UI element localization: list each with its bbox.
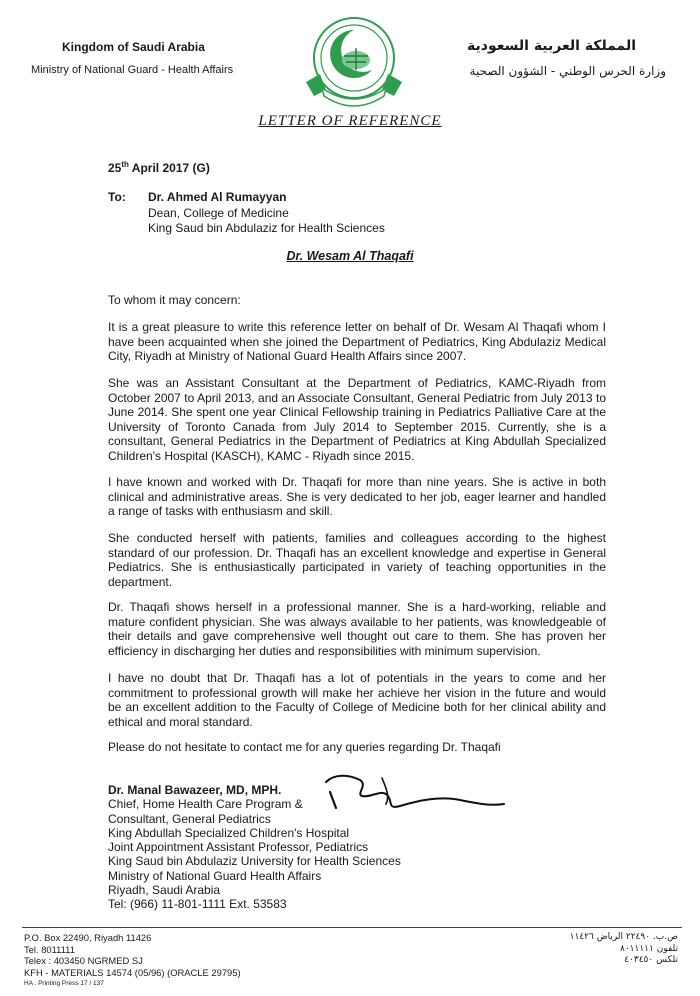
header-ministry-ar: وزارة الحرس الوطني - الشؤون الصحية — [469, 64, 666, 78]
letter-date — [108, 160, 210, 175]
signatory-line: Ministry of National Guard Health Affairs — [108, 868, 322, 883]
recipient-institution: King Saud bin Abdulaziz for Health Sciences — [148, 221, 385, 235]
header-org-name-en: Kingdom of Saudi Arabia — [62, 40, 205, 54]
signatory-line: Joint Appointment Assistant Professor, Pediatrics — [108, 840, 369, 855]
body-paragraph-3: I have known and worked with Dr. Thaqafi for more than nine years. She is active in both clinical and administrative areas. She is very dedicated to her job, eager learner and handled a range of tasks with enthusiasm and skill. — [108, 475, 606, 519]
footer-line-ar: تلكس ٤٠٣٤٥٠ — [624, 955, 678, 965]
footer-contact-en — [24, 932, 241, 990]
letter-title: LETTER OF REFERENCE — [258, 113, 442, 129]
footer-line-ar: تلفون ٨٠١١١١١ — [619, 943, 678, 954]
body-paragraph-6: I have no doubt that Dr. Thaqafi has a lot of potentials in the years to come and her commitment to professional growth will make her achieve her vision in the future and would be an excellent addition to the Faculty of College of Medicine both for her clinical ability and ethical and moral standard. — [108, 671, 606, 729]
salutation: To whom it may concern: — [108, 293, 241, 307]
signatory-line: Consultant, General Pediatrics — [108, 811, 271, 826]
national-guard-emblem-icon — [298, 12, 410, 110]
closing-sentence: Please do not hesitate to contact me for any queries regarding Dr. Thaqafi — [108, 740, 501, 754]
body-paragraph-1: It is a great pleasure to write this reference letter on behalf of Dr. Wesam Al Thaqafi whom I have been acquainted when she joined the Department of Pediatrics, King Abdulaziz Medical City, Riyadh at Ministry of National Guard Health Affairs since 2007. — [108, 320, 606, 364]
signatory-line: Riyadh, Saudi Arabia — [108, 883, 221, 898]
footer-line: KFH - MATERIALS 14574 (05/96) (ORACLE 29795) — [24, 966, 241, 978]
signatory-name: Dr. Manal Bawazeer, MD, MPH. — [108, 783, 282, 797]
footer-contact-ar — [570, 932, 678, 967]
to-label: To: — [108, 190, 126, 204]
signatory-block — [108, 783, 401, 912]
signatory-phone: Tel: (966) 11-801-1111 Ext. 53583 — [108, 897, 287, 912]
signatory-line: King Saud bin Abdulaziz University for Health Sciences — [108, 854, 401, 869]
body-paragraph-5: Dr. Thaqafi shows herself in a professional manner. She is a hard-working, reliable and mature confident physician. She was always available to her patients, was knowledgeable of their details and gave comprehensive well thought out care to them. She has proven her efficiency in discharging her duties and responsibilities with minimum supervision. — [108, 600, 606, 658]
recipient-title: Dean, College of Medicine — [148, 206, 289, 220]
date-day: 25 — [108, 161, 122, 175]
date-suffix: th — [121, 160, 129, 169]
footer-line: Tel. 8011111 — [24, 943, 75, 955]
body-paragraph-2: She was an Assistant Consultant at the Department of Pediatrics, KAMC-Riyadh from October 2007 to April 2013, and an Associate Consultant, General Pediatric from July 2013 to June 2014. She spent one year Clinical Fellowship training in Pediatrics Palliative Care at the University of Toronto Canada from July 2014 to September 2015. Currently, she is a consultant, General Pediatrics in the Department of Pediatrics at King Abdullah Specialized Children's Hospital (KASCH), KAMC - Riyadh since 2015. — [108, 376, 606, 463]
footer-line-ar: ص.ب. ٢٢٤٩٠ الرياض ١١٤٢٦ — [569, 932, 678, 942]
date-rest: April 2017 (G) — [128, 161, 210, 175]
signatory-line: Chief, Home Health Care Program & — [108, 797, 303, 812]
footer-print-code: HA . Printing Press 17 / 137 — [24, 980, 104, 987]
footer-line: Telex : 403450 NGRMED SJ — [24, 955, 143, 966]
letter-subject: Dr. Wesam Al Thaqafi — [286, 249, 414, 263]
header-ministry-en: Ministry of National Guard - Health Affairs — [31, 64, 234, 76]
header-org-name-ar: المملكة العربية السعودية — [467, 38, 636, 54]
footer-line: P.O. Box 22490, Riyadh 11426 — [24, 932, 152, 943]
recipient-name: Dr. Ahmed Al Rumayyan — [148, 190, 287, 204]
footer-divider — [22, 927, 682, 928]
body-paragraph-4: She conducted herself with patients, families and colleagues according to the highest standard of our profession. Dr. Thaqafi has an excellent knowledge and expertise in General Pediatrics. She is enthusiastically participated in variety of teaching opportunities in the department. — [108, 531, 606, 589]
signatory-line: King Abdullah Specialized Children's Hospital — [108, 825, 350, 840]
